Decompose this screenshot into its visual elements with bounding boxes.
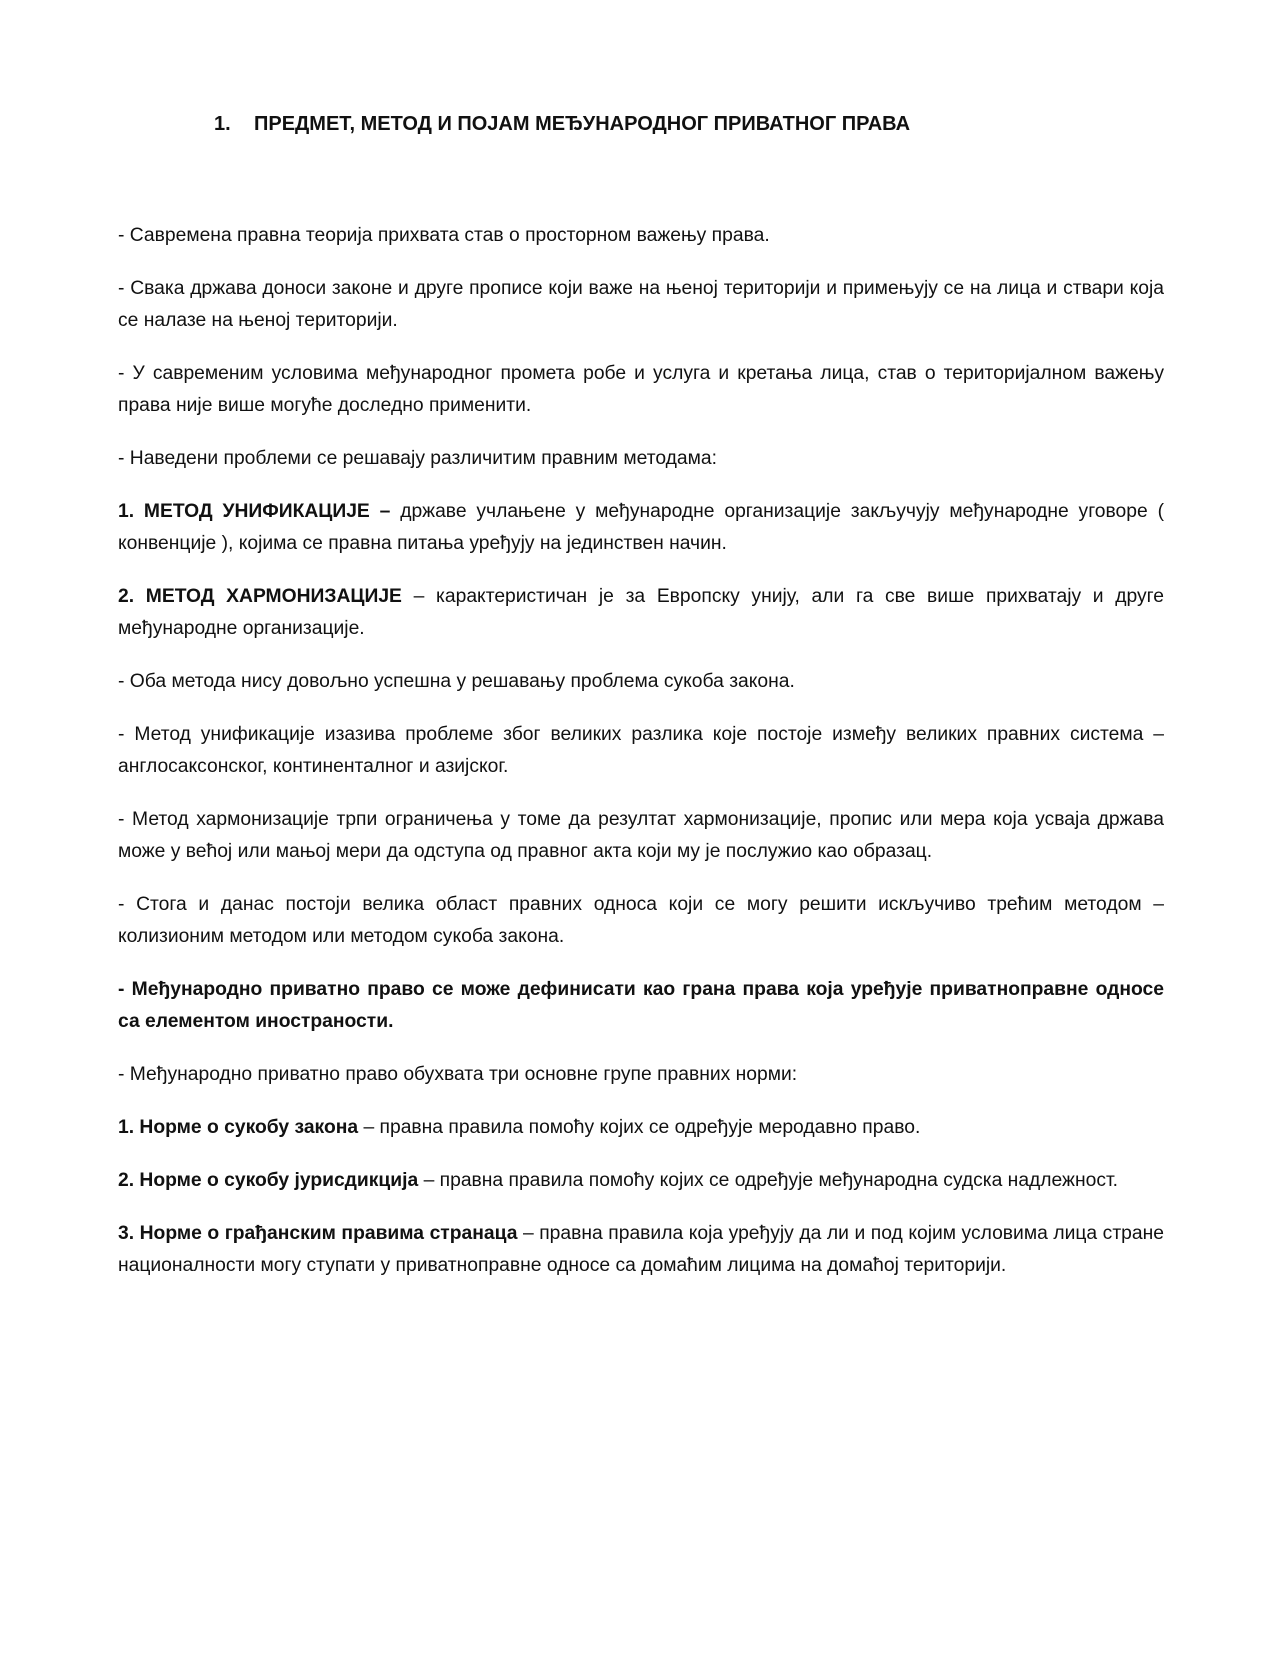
paragraph-8 bbox=[118, 719, 1164, 783]
paragraph-12 bbox=[118, 1059, 1164, 1091]
paragraph-3 bbox=[118, 358, 1164, 422]
paragraph-text: – правна правила помоћу којих се одређује меродавно право. bbox=[358, 1117, 921, 1138]
paragraph-4 bbox=[118, 443, 1164, 475]
paragraph-text: - У савременим условима међународног промета робе и услуга и кретања лица, став о територијалном важењу права није више могуће доследно применити. bbox=[118, 363, 1164, 416]
paragraph-text: – правна правила помоћу којих се одређује међународна судска надлежност. bbox=[418, 1170, 1119, 1191]
paragraph-text: - Свака држава доноси законе и друге прописе који важе на њеној територији и примењују се на лица и ствари која се налазе на њеној територији. bbox=[118, 278, 1164, 331]
section-heading-title: ПРЕДМЕТ, МЕТОД И ПОЈАМ МЕЂУНАРОДНОГ ПРИВАТНОГ ПРАВА bbox=[254, 113, 911, 135]
paragraph-bold-lead: - Међународно приватно право се може дефинисати као грана права која уређује приватноправне односе са елементом иностраности. bbox=[118, 979, 1164, 1032]
section-heading-number: 1. bbox=[214, 113, 231, 135]
paragraph-7 bbox=[118, 666, 1164, 698]
paragraph-1 bbox=[118, 220, 1164, 252]
paragraph-bold-lead: 1. МЕТОД УНИФИКАЦИЈЕ – bbox=[118, 501, 391, 522]
paragraph-text: - Стога и данас постоји велика област правних односа који се могу решити искључиво трећим методом – колизионим методом или методом сукоба закона. bbox=[118, 894, 1164, 947]
paragraph-text: - Метод хармонизације трпи ограничења у томе да резултат хармонизације, пропис или мера која усваја држава може у већој или мањој мери да одступа од правног акта који му је послужио као образац. bbox=[118, 809, 1164, 862]
paragraph-5 bbox=[118, 496, 1164, 560]
paragraph-bold-lead: 2. МЕТОД ХАРМОНИЗАЦИЈЕ bbox=[118, 586, 402, 607]
paragraph-text: - Наведени проблеми се решавају различитим правним методама: bbox=[118, 448, 717, 469]
paragraph-text: – правна правила која уређују да ли и под којим условима лица стране националности могу ступати у приватноправне односе са домаћим лицима на домаћој територији. bbox=[118, 1223, 1164, 1276]
paragraph-text: - Метод унификације изазива проблеме због великих разлика које постоје између великих правних система – англосаксонског, континенталног и азијског. bbox=[118, 724, 1164, 777]
paragraph-bold-lead: 3. Норме о грађанским правима странаца bbox=[118, 1223, 518, 1244]
document-body bbox=[118, 220, 1164, 1303]
paragraph-2 bbox=[118, 273, 1164, 337]
paragraph-11 bbox=[118, 974, 1164, 1038]
paragraph-text: – карактеристичан је за Европску унију, али га све више прихватају и друге међународне организације. bbox=[118, 586, 1164, 639]
paragraph-10 bbox=[118, 889, 1164, 953]
paragraph-9 bbox=[118, 804, 1164, 868]
paragraph-text: - Савремена правна теорија прихвата став о просторном важењу права. bbox=[118, 225, 770, 246]
paragraph-text: - Међународно приватно право обухвата три основне групе правних норми: bbox=[118, 1064, 798, 1085]
paragraph-13 bbox=[118, 1112, 1164, 1144]
paragraph-text: државе учлањене у међународне организације закључују међународне уговоре ( конвенције ), којима се правна питања уређују на јединствен начин. bbox=[118, 501, 1164, 554]
paragraph-14 bbox=[118, 1165, 1164, 1197]
paragraph-bold-lead: 2. Норме о сукобу јурисдикција bbox=[118, 1170, 419, 1191]
section-heading bbox=[214, 113, 910, 136]
paragraph-15 bbox=[118, 1218, 1164, 1282]
paragraph-6 bbox=[118, 581, 1164, 645]
paragraph-bold-lead: 1. Норме о сукобу закона bbox=[118, 1117, 359, 1138]
paragraph-text: - Оба метода нису довољно успешна у решавању проблема сукоба закона. bbox=[118, 671, 795, 692]
